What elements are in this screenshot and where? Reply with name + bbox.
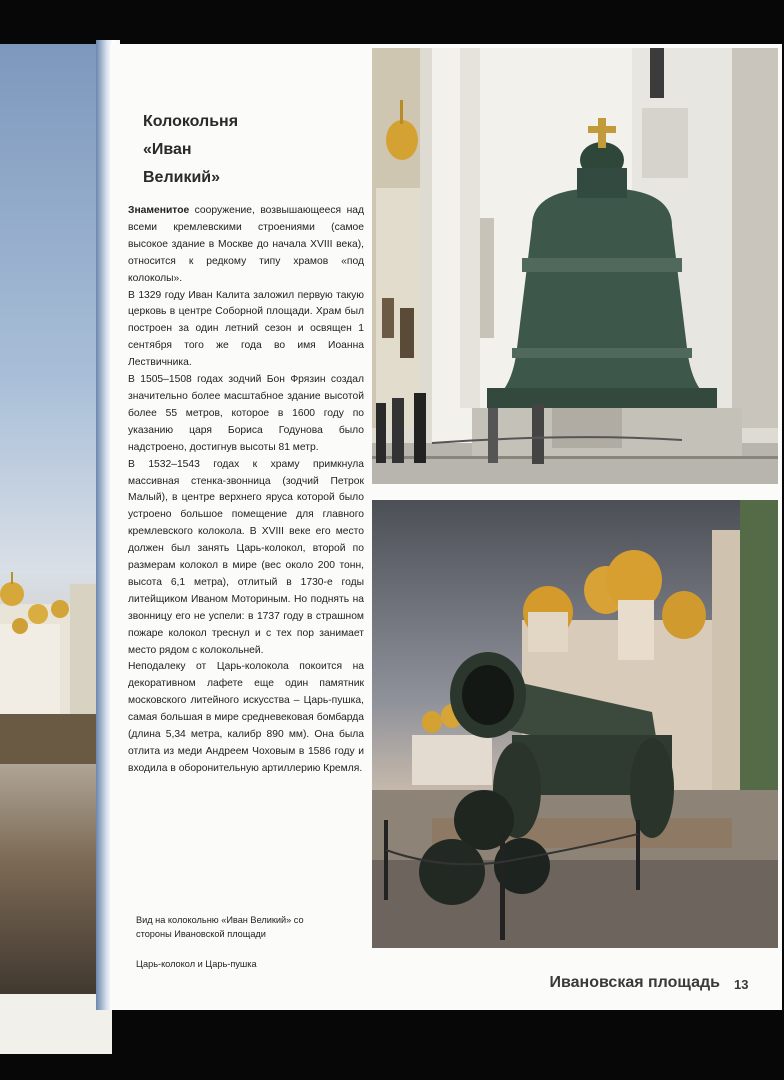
cathedral-domes-image [0,564,105,764]
paragraph-1: Знаменитое сооружение, возвышающееся над всеми кремлевскими строениями (самое высокое здание в Москве до начала XVIII века), относится к редкому типу храмов «под колоколы». [128,205,364,284]
tsar-bell-photo [372,48,778,484]
article-title: Колокольня «Иван Великий» [143,113,239,186]
photo-caption-bottom: Царь-колокол и Царь-пушка [136,959,257,969]
tsar-cannon-photo [372,500,778,948]
article-body [128,203,364,778]
lead-word: Знаменитое [128,205,190,216]
section-title: Ивановская площадь [549,974,720,991]
paragraph-5: Неподалеку от Царь-колокола покоится на декоративном лафете еще один памятник московского литейного искусства – Царь-пушка, самая большая в мире средневековая бомбарда (длина 5,34 метра, калибр 890 мм). Она была отлита из меди Андреем Чоховым в 1586 году и входила в оборонительную артиллерию Кремля. [128,661,364,774]
photo-caption-top: Вид на колокольню «Иван Великий» со стороны Ивановской площади [136,915,304,939]
page-number: 13 [734,977,749,992]
paragraph-4: В 1532–1543 годах к храму примкнула массивная стенка-звонница (зодчий Петрок Малый), в центре верхнего яруса которой было устроено большое помещение для главного кремлевского колокола. В XVIII веке его место должен был занять Царь-колокол, второй по размерам колокол в мире (вес около 200 тонн, высота 6,1 метра), отлитый в 1730-е годы литейщиком Иваном Моториным. Но поднять на звонницу его не успели: в 1737 году в страшном пожаре колокол треснул и с тех пор занимает место рядом с колокольней. [128,458,364,656]
paragraph-3: В 1505–1508 годах зодчий Бон Фрязин создал значительно более масштабное здание высотой более 55 метров, которое в 1600 году по указанию царя Бориса Годунова было надстроено, достигнув высоты 81 метр. [128,374,364,453]
paragraph-2: В 1329 году Иван Калита заложил первую такую церковь в центре Соборной площади. Храм был построен за один летний сезон и освящен 1 сентября того же года во имя Иоанна Лествичника. [128,289,364,369]
